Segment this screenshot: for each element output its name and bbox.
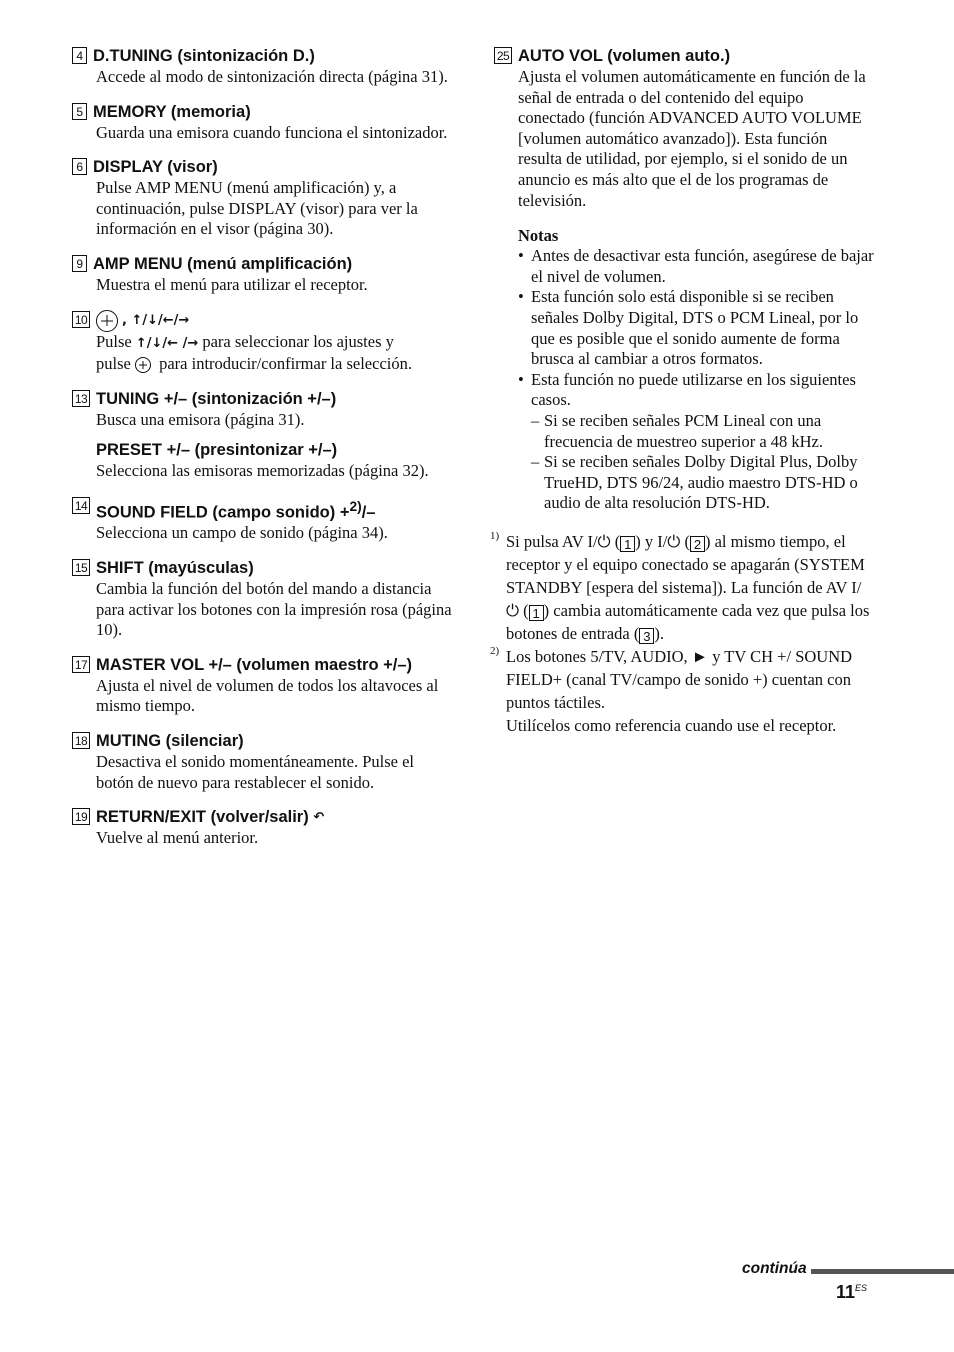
language-code: ES xyxy=(855,1283,868,1293)
enter-icon xyxy=(96,310,118,332)
footnotes xyxy=(490,529,874,737)
return-icon: ↶ xyxy=(313,810,325,826)
item-body xyxy=(96,332,452,375)
footnote-text: ) cambia automáticamente cada vez que pulsa los botones de entrada ( xyxy=(506,600,870,643)
box-number: 3 xyxy=(639,628,654,644)
item-body: Busca una emisora (página 31). xyxy=(96,409,305,429)
item-number: 9 xyxy=(72,255,87,272)
item-body: Ajusta el nivel de volumen de todos los altavoces al mismo tiempo. xyxy=(96,675,439,716)
body-text: pulse xyxy=(96,354,131,374)
footnote-1 xyxy=(490,529,874,645)
note-subitem: – Si se reciben señales PCM Lineal con una frecuencia de muestreo superior a 48 kHz. xyxy=(531,411,874,452)
item-subbody: Selecciona las emisoras memorizadas (página 32). xyxy=(96,461,429,481)
item-title: AMP MENU (menú amplificación) xyxy=(93,254,353,273)
footnote-text: Si pulsa AV I/⏻ ( xyxy=(506,531,621,551)
item-10 xyxy=(72,310,452,375)
item-title: DISPLAY (visor) xyxy=(93,158,218,177)
item-body: Cambia la función del botón del mando a distancia para activar los botones con la impresión rosa (página 10). xyxy=(96,579,452,640)
item-title: AUTO VOL (volumen auto.) xyxy=(518,47,731,65)
item-title xyxy=(96,496,375,524)
page-number xyxy=(836,1282,867,1303)
footnote-ref: 2) xyxy=(349,498,362,514)
continues-marker xyxy=(742,1260,954,1278)
arrow-icons: ↑/↓/← /→ xyxy=(135,335,199,351)
item-number: 17 xyxy=(72,656,90,673)
note-sublist xyxy=(531,411,874,514)
left-column xyxy=(72,46,452,863)
item-number: 19 xyxy=(72,808,90,825)
box-number: 1 xyxy=(620,536,635,552)
footnote-text: Utilícelos como referencia cuando use el receptor. xyxy=(506,715,837,735)
footnote-mark: 2) xyxy=(490,644,500,657)
item-number: 14 xyxy=(72,497,90,514)
item-title: MUTING (silenciar) xyxy=(96,732,244,750)
notes-list xyxy=(494,246,874,514)
box-number: 2 xyxy=(690,536,705,552)
note-subitem: – Si se reciben señales Dolby Digital Plus, Dolby TrueHD, DTS 96/24, audio maestro DTS-HD o audio de alta resolución DTS-HD. xyxy=(531,452,874,514)
item-number: 4 xyxy=(72,47,87,64)
continues-label: continúa xyxy=(742,1260,807,1277)
item-17 xyxy=(72,655,452,717)
footnote-text: ) al mismo tiempo, el receptor y el equipo conectado se apagarán (SYSTEM STANDBY [espera del sistema]). La función de AV I/⏻ ( xyxy=(506,531,865,620)
item-title: , ↑/↓/←/→ xyxy=(122,312,190,328)
note: • Antes de desactivar esta función, asegúrese de bajar el nivel de volumen. xyxy=(518,246,874,287)
item-body: Selecciona un campo de sonido (página 34). xyxy=(96,523,388,543)
continues-bar xyxy=(811,1269,954,1274)
footnote-text: ) y I/⏻ ( xyxy=(635,531,690,551)
footnote-text: Los botones 5/TV, AUDIO, ► y TV CH +/ SOUND FIELD+ (canal TV/campo de sonido +) cuentan con puntos táctiles. xyxy=(506,646,853,712)
item-14 xyxy=(72,496,452,544)
body-text: para seleccionar los ajustes y xyxy=(202,331,394,351)
item-18 xyxy=(72,731,452,793)
item-number: 13 xyxy=(72,390,90,407)
item-number: 5 xyxy=(72,103,87,120)
item-13 xyxy=(72,389,452,482)
item-number: 10 xyxy=(72,311,90,328)
item-19 xyxy=(72,807,452,849)
item-body: Accede al modo de sintonización directa (página 31). xyxy=(96,67,448,86)
item-title: MASTER VOL +/– (volumen maestro +/–) xyxy=(96,655,413,674)
footnote-2 xyxy=(490,644,874,737)
item-title: RETURN/EXIT (volver/salir) xyxy=(96,808,309,827)
body-text: para introducir/confirmar la selección. xyxy=(159,354,412,374)
note xyxy=(518,370,874,514)
item-5 xyxy=(72,102,452,144)
item-body: Desactiva el sonido momentáneamente. Pulse el botón de nuevo para restablecer el sonido. xyxy=(96,752,414,792)
note-text: Esta función no puede utilizarse en los siguientes casos. xyxy=(531,369,856,410)
enter-icon xyxy=(135,357,151,373)
item-title: TUNING +/– (sintonización +/–) xyxy=(96,389,337,408)
item-body: Ajusta el volumen automáticamente en función de la señal de entrada o del contenido del equipo conectado (función ADVANCED AUTO VOLUME [volumen automático avanzado]). Esta función resulta de utilidad, por ejemplo, si el sonido de un anuncio es más alto que el de los programas de televisión. xyxy=(518,67,866,210)
item-title: SHIFT (mayúsculas) xyxy=(96,559,254,578)
notes-title: Notas xyxy=(518,226,559,246)
body-text: Pulse xyxy=(96,331,132,351)
title-text: /– xyxy=(361,503,376,522)
item-25 xyxy=(494,46,874,514)
item-body: Pulse AMP MENU (menú amplificación) y, a continuación, pulse DISPLAY (visor) para ver la información en el visor (página 30). xyxy=(96,178,418,239)
item-body: Vuelve al menú anterior. xyxy=(96,828,259,848)
item-subtitle: PRESET +/– (presintonizar +/–) xyxy=(96,441,338,460)
page-number-value: 11 xyxy=(836,1282,856,1302)
right-column xyxy=(490,46,874,737)
box-number: 1 xyxy=(529,605,544,621)
item-number: 25 xyxy=(494,47,512,64)
footnote-mark: 1) xyxy=(490,529,500,542)
title-text: SOUND FIELD (campo sonido) + xyxy=(96,503,350,522)
note: • Esta función solo está disponible si se reciben señales Dolby Digital, DTS o PCM Lineal, por lo que es posible que el sonido aumente de forma brusca al cambiar a otros formatos. xyxy=(518,287,874,369)
footnote-text: ). xyxy=(654,623,664,643)
item-6 xyxy=(72,157,452,240)
item-4 xyxy=(72,46,452,88)
item-number: 15 xyxy=(72,559,90,576)
item-title: D.TUNING (sintonización D.) xyxy=(93,47,315,65)
item-number: 6 xyxy=(72,158,87,175)
item-title: MEMORY (memoria) xyxy=(93,102,251,121)
item-body: Guarda una emisora cuando funciona el sintonizador. xyxy=(96,122,448,142)
item-body: Muestra el menú para utilizar el receptor. xyxy=(96,274,368,294)
item-15 xyxy=(72,558,452,641)
item-9 xyxy=(72,254,452,296)
item-number: 18 xyxy=(72,732,90,749)
